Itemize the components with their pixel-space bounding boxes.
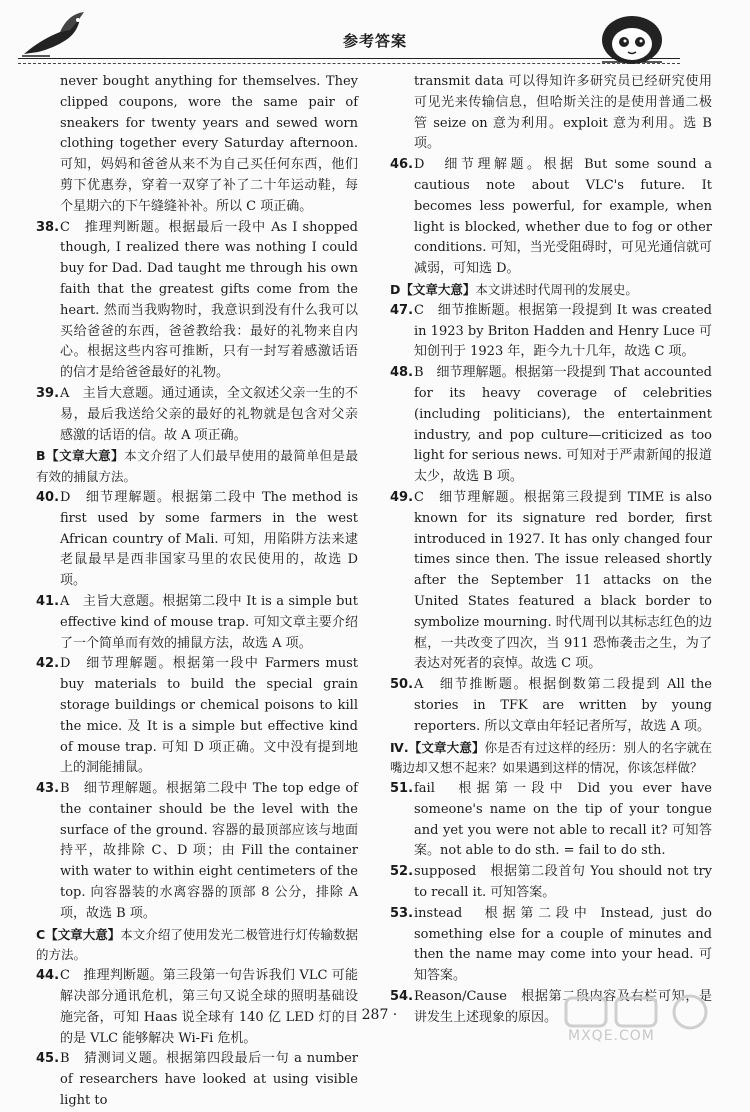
answer-item	[36, 384, 358, 446]
answer-text: D 细节理解题。根据第二段中 The method is first used by some farmers in the west African country of Mali. 可知，用陷阱方法来逮老鼠最早是西非国家马里的农民使用的，故选 D 项。	[60, 489, 358, 589]
answer-text: never bought anything for themselves. They clipped coupons, wore the same pair of sneakers for twenty years and sewed worn clothing together every Saturday afternoon. 可知，妈妈和爸爸从来不为自己买任何东西，他们剪下优惠券，穿着一双穿了补了二十年运动鞋，每个星期六的下午缝缝补补。所以 C 项正确。	[60, 74, 358, 214]
answer-text: B 猜测词义题。根据第四段最后一句 a number of researchers have looked at using visible light to	[60, 1051, 358, 1109]
answer-text: C 细节理解题。根据第三段提到 TIME is also known for its signature red border, first introduced in 1927. It has only changed four times since then. The issue released shortly after the September 11 attacks on the United States featured a black border to symbolize mourning. 时代周刊以其标志红色的边框，一共改变了四次，当 911 恐怖袭击之生，为了表达对死者的哀悼。故选 C 项。	[414, 489, 712, 672]
question-number: 51.	[390, 781, 414, 797]
section-summary	[36, 446, 358, 488]
answer-text: Reason/Cause 根据第二段内容及右栏可知，是讲发生上述现象的原因。	[414, 989, 712, 1025]
answer-text: supposed 根据第二段首句 You should not try to recall it. 可知答案。	[414, 864, 712, 901]
section-label: D	[390, 281, 401, 297]
question-number: 46.	[390, 157, 414, 173]
answer-text: instead 根据第二段中 Instead, just do something else for a couple of minutes and then the name may come into your head. 可知答案。	[414, 905, 712, 984]
section-title: 【文章大意】	[45, 926, 121, 942]
section-summary-text: 本文介绍了使用发光二极管进行灯传输数据的方法。	[36, 926, 358, 963]
answer-item	[390, 155, 712, 280]
section-label: Ⅳ.	[390, 739, 409, 755]
watermark-text: MXQE.COM	[568, 1028, 655, 1044]
answer-text: D 细节理解题。根据 But some sound a cautious note about VLC's future. It becomes less powerful, for example, when light is blocked, whether due to fog or other conditions. 可知，当光受阻碍时，可见光通信就可减弱，可知选 D。	[414, 157, 712, 277]
header-rule-dashed	[18, 63, 680, 64]
section-title: 【文章大意】	[408, 739, 485, 755]
answer-item	[390, 301, 712, 363]
answer-text: D 细节理解题。根据第一段中 Farmers must buy materials to build the special grain storage buildings or chemical poisons to kill the mice. 及 It is a simple but effective kind of mouse trap. 可知 D 项正确。文中没有提到地上的洞能捕鼠。	[60, 656, 358, 776]
question-number: 39.	[36, 385, 60, 401]
answer-text: C 推理判断题。第三段第一句告诉我们 VLC 可能解决部分通讯危机，第三句又说全球的照明基础设施完备，可知 Haas 说全球有 140 亿 LED 灯的目的是 VLC 能够解决 Wi-Fi 危机。	[60, 968, 358, 1046]
section-summary	[390, 280, 712, 301]
answer-item	[390, 862, 712, 904]
page-header	[0, 0, 750, 72]
answer-text: C 细节推断题。根据第一段提到 It was created in 1923 by Briton Hadden and Henry Luce 可知创刊于 1923 年，距今九十几年，故选 C 项。	[414, 302, 712, 360]
watermark-graphic	[560, 992, 730, 1032]
page-title: 参考答案	[342, 32, 407, 50]
right-column	[390, 72, 712, 1029]
answer-item	[390, 363, 712, 488]
question-number: 40.	[36, 489, 60, 505]
answer-item	[390, 72, 712, 155]
answer-text: A 细节推断题。根据倒数第二段提到 All the stories in TFK are written by young reporters. 所以文章由年轻记者所写，故选 A 项。	[414, 677, 712, 734]
left-column	[36, 72, 358, 1112]
section-title: 【文章大意】	[45, 448, 125, 464]
question-number: 48.	[390, 365, 414, 381]
answer-item	[36, 218, 358, 384]
section-summary	[390, 738, 712, 780]
answer-item	[390, 675, 712, 737]
question-number: 43.	[36, 781, 60, 797]
section-label: B	[36, 448, 46, 464]
answer-item	[36, 592, 358, 654]
question-number: 38.	[36, 219, 60, 235]
section-summary-text: 本文讲述时代周刊的发展史。	[475, 281, 638, 297]
cartoon-face-icon	[592, 12, 672, 66]
question-number: 42.	[36, 656, 60, 672]
answer-item	[390, 488, 712, 675]
answer-item	[390, 779, 712, 862]
section-summary-text: 本文介绍了人们最早使用的最简单但是最有效的捕鼠方法。	[36, 448, 358, 485]
answer-text: A 主旨大意题。根据第二段中 It is a simple but effective kind of mouse trap. 可知文章主要介绍了一个简单而有效的捕鼠方法，故选 A 项。	[60, 593, 358, 651]
answer-text: transmit data 可以得知许多研究员已经研究使用可见光来传输信息，但哈斯关注的是使用普通二极管 seize on 意为利用。exploit 意为利用。选 B 项。	[414, 74, 712, 152]
answer-item	[36, 488, 358, 592]
question-number: 52.	[390, 864, 414, 880]
question-number: 53.	[390, 905, 414, 921]
page-number: · 287 ·	[352, 1007, 398, 1023]
answer-text: C 推理判断题。根据最后一段中 As I shopped though, I realized there was nothing I could buy for Dad. Dad taught me through his own faith that the greatest gifts come from the heart. 然而当我购物时，我意识到没有什么我可以买给爸爸的东西，爸爸教给我：最好的礼物来自内心。根据这些内容可推断，只有一封写着感激话语的信才是给爸爸最好的礼物。	[60, 219, 358, 381]
watermark-logo	[560, 992, 730, 1050]
question-number: 45.	[36, 1051, 60, 1067]
question-number: 50.	[390, 677, 414, 693]
question-number: 41.	[36, 593, 60, 609]
section-title: 【文章大意】	[400, 281, 476, 297]
answer-item	[36, 779, 358, 925]
question-number: 47.	[390, 302, 414, 318]
header-rule	[18, 58, 680, 59]
question-number: 54.	[390, 989, 414, 1005]
answer-item	[36, 1049, 358, 1111]
section-summary-text: 你是否有过这样的经历：别人的名字就在嘴边却又想不起来？如果遇到这样的情况，你该怎样做？	[390, 739, 712, 776]
answer-text: A 主旨大意题。通过通读，全文叙述父亲一生的不易，最后我送给父亲的最好的礼物就是包含对父亲感激的话语的信。故 A 项正确。	[60, 385, 358, 443]
answer-text: B 细节理解题。根据第一段提到 That accounted for its heavy coverage of celebrities (including politicians), the entertainment industry, and pop culture—criticized as too light for serious news. 可知对于严肃新闻的报道太少，故选 B 项。	[414, 365, 712, 485]
section-label: C	[36, 926, 46, 942]
answer-item	[36, 654, 358, 779]
answer-text: fail 根据第一段中 Did you ever have someone's name on the tip of your tongue and yet you were not able to recall it? 可知答案。not able to do sth. = fail to do sth.	[414, 781, 712, 859]
question-number: 49.	[390, 489, 414, 505]
answer-item	[390, 904, 712, 987]
answer-item	[36, 72, 358, 218]
question-number: 44.	[36, 968, 60, 984]
section-summary	[36, 925, 358, 967]
answer-text: B 细节理解题。根据第二段中 The top edge of the container should be the level with the surface of the ground. 容器的最顶部应该与地面持平，故排除 C、D 项；由 Fill the container with water to within eight centimeters of the top. 向容器装的水离容器的顶部 8 公分，排除 A 项，故选 B 项。	[60, 781, 358, 921]
